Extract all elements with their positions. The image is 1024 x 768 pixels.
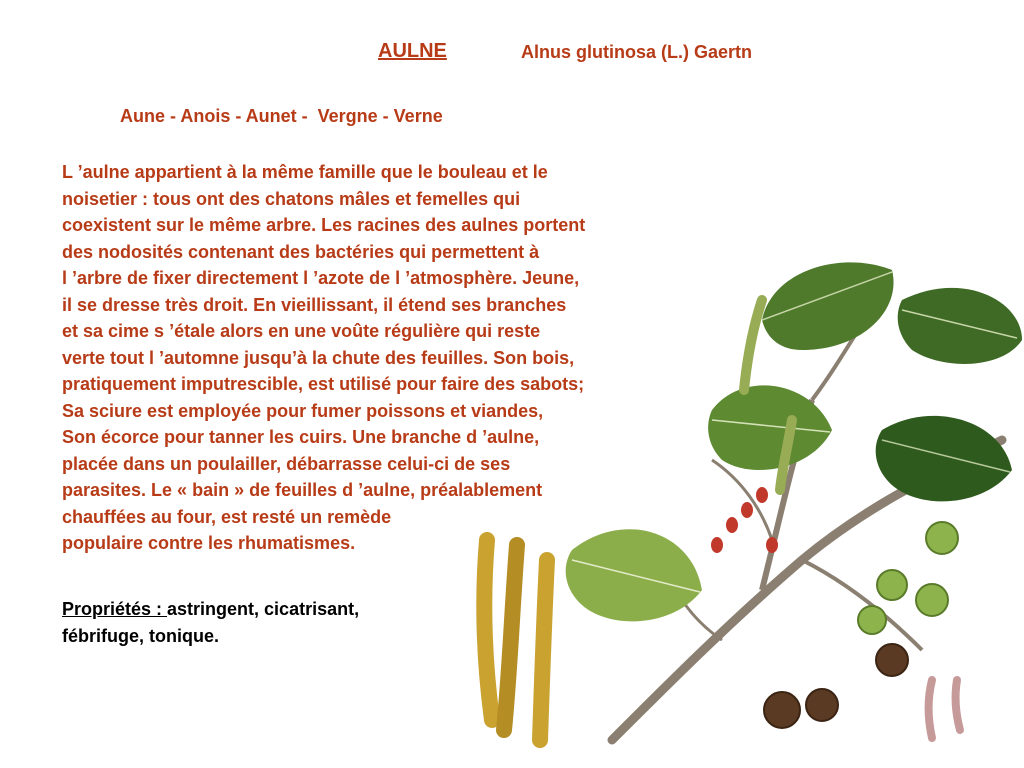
description-line: pratiquement imputrescible, est utilisé pour faire des sabots; — [62, 374, 585, 394]
alder-branch-illustration — [462, 260, 1024, 750]
common-names: Aune - Anois - Aunet - Vergne - Verne — [120, 106, 443, 126]
leaf-icon — [566, 529, 702, 621]
catkin-icon — [484, 540, 547, 740]
description-line: l ’arbre de fixer directement l ’azote de l ’atmosphère. Jeune, — [62, 268, 580, 288]
description-line: parasites. Le « bain » de feuilles d ’aulne, préalablement — [62, 480, 543, 500]
description-line: noisetier : tous ont des chatons mâles et femelles qui — [62, 188, 521, 209]
latin-name: Alnus glutinosa (L.) Gaertn — [521, 42, 753, 62]
description-line: Son écorce pour tanner les cuirs. Une branche d ’aulne, — [62, 427, 540, 447]
description-line: Sa sciure est employée pour fumer poissons et viandes, — [62, 400, 544, 421]
properties-value-2: fébrifuge, tonique. — [62, 625, 219, 646]
description-line: populaire contre les rhumatismes. — [62, 533, 356, 553]
pink-catkin-icon — [929, 680, 960, 738]
leaf-icon — [762, 262, 894, 350]
properties-line-1 — [62, 596, 359, 623]
description-line: L ’aulne appartient à la même famille que le bouleau et le — [62, 162, 548, 182]
properties-value-1: astringent, cicatrisant, — [167, 599, 360, 619]
properties — [62, 596, 359, 649]
description-line: placée dans un poulailler, débarrasse celui-ci de ses — [62, 453, 511, 474]
description-line: et sa cime s ’étale alors en une voûte régulière qui reste — [62, 321, 541, 341]
description-line: des nodosités contenant des bactéries qui permettent à — [62, 241, 540, 262]
page-title: AULNE — [378, 40, 447, 62]
description-line: chauffées au four, est resté un remède — [62, 506, 392, 527]
green-cone-icon — [858, 522, 958, 634]
description-line: coexistent sur le même arbre. Les racines des aulnes portent — [62, 215, 586, 235]
brown-cone-icon — [764, 644, 908, 728]
bud-icon — [711, 487, 778, 553]
leaf-icon — [876, 416, 1012, 501]
properties-label: Propriétés : — [62, 599, 168, 619]
leaf-icon — [898, 288, 1022, 364]
description-line: verte tout l ’automne jusqu’à la chute des feuilles. Son bois, — [62, 347, 575, 368]
description-line: il se dresse très droit. En vieillissant, il étend ses branches — [62, 294, 567, 315]
